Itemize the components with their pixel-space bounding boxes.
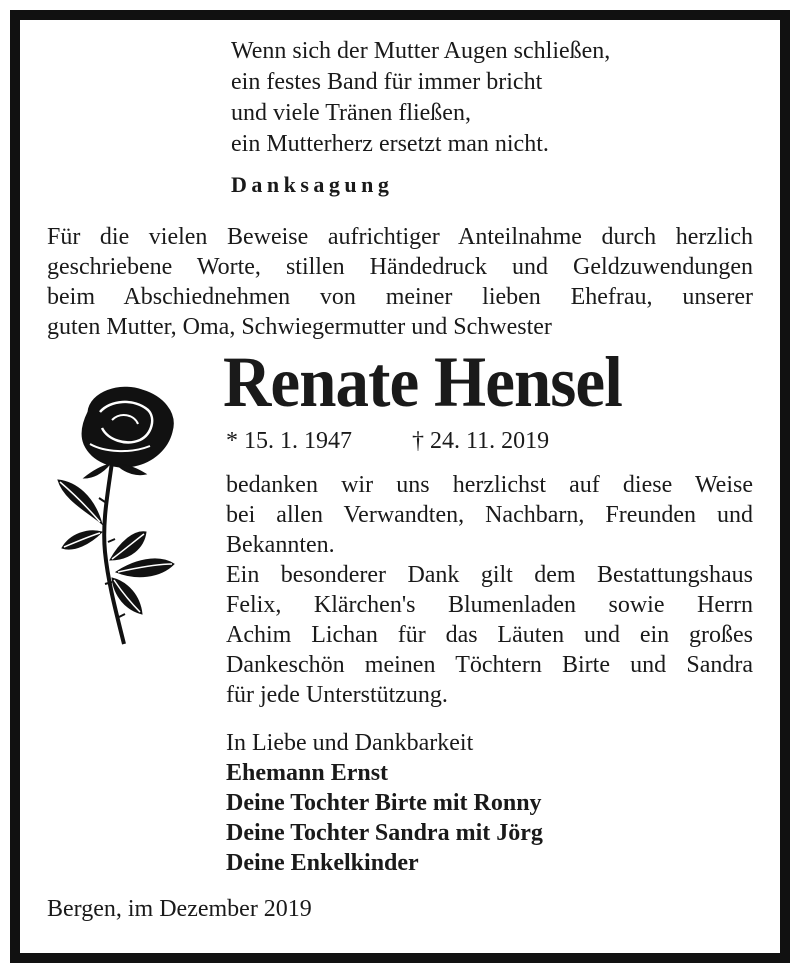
heading-danksagung: Danksagung [231,172,394,197]
thanks-line: Achim Lichan für das Läuten und ein großes [226,622,753,648]
poem-line: Wenn sich der Mutter Augen schließen, [231,38,611,64]
signer: Deine Tochter Sandra mit Jörg [226,820,543,846]
intro-text [47,222,753,342]
thanks-line: bedanken wir uns herzlichst auf diese Weise [226,472,753,498]
place-date: Bergen, im Dezember 2019 [47,896,312,922]
closing-greeting: In Liebe und Dankbarkeit [226,730,474,756]
rose-icon [50,382,185,652]
thanks-line: bei allen Verwandten, Nachbarn, Freunden und [226,502,753,528]
death-date: † 24. 11. 2019 [412,428,550,454]
intro-line: beim Abschiednehmen von meiner lieben Ehefrau, unserer [47,284,753,310]
poem-line: und viele Tränen fließen, [231,100,471,126]
thanks-line: Felix, Klärchen's Blumenladen sowie Herrn [226,592,753,618]
deceased-name: Renate Hensel [223,342,622,422]
thanks-line: Dankeschön meinen Töchtern Birte und Sandra [226,652,753,678]
signer: Deine Enkelkinder [226,850,419,876]
closing [226,728,543,878]
signer: Ehemann Ernst [226,760,389,786]
thanks-line: Ein besonderer Dank gilt dem Bestattungshaus [226,562,753,588]
thanks-line: Bekannten. [226,532,335,558]
birth-date: * 15. 1. 1947 [226,428,352,454]
thanks-line: für jede Unterstützung. [226,682,448,708]
poem [231,36,610,160]
life-dates [226,428,550,455]
thanks-text [226,470,753,710]
poem-line: ein festes Band für immer bricht [231,69,543,95]
signer: Deine Tochter Birte mit Ronny [226,790,542,816]
poem-line: ein Mutterherz ersetzt man nicht. [231,131,549,157]
intro-line: Für die vielen Beweise aufrichtiger Anteilnahme durch herzlich [47,224,753,250]
intro-line: geschriebene Worte, stillen Händedruck und Geldzuwendungen [47,254,753,280]
intro-line: guten Mutter, Oma, Schwiegermutter und Schwester [47,314,552,340]
